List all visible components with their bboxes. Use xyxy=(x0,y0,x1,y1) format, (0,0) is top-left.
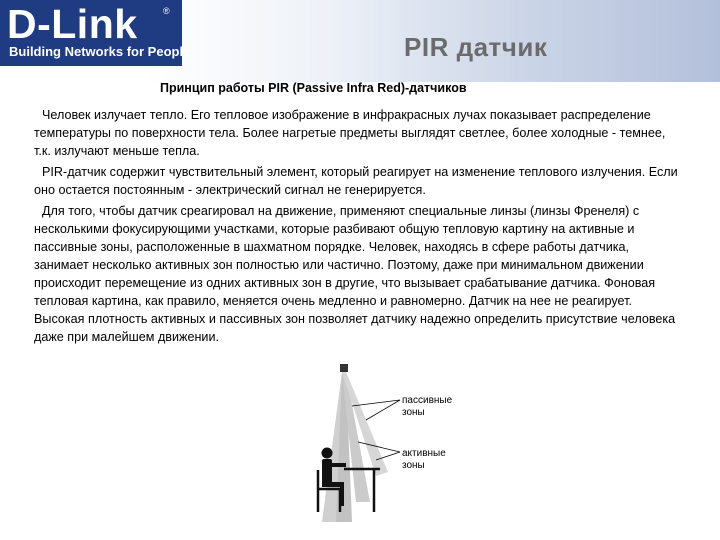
paragraph-2: PIR-датчик содержит чувствительный элемент, который реагирует на изменение теплового излучения. Если оно остается постоянным - электрический сигнал не генерируется. xyxy=(34,165,678,197)
logo-name: D-Link xyxy=(7,1,138,47)
pir-zones-figure xyxy=(300,362,470,532)
section-subtitle: Принцип работы PIR (Passive Infra Red)-датчиков xyxy=(160,81,467,95)
dlink-logo xyxy=(0,0,191,66)
pir-sensor-icon xyxy=(340,364,348,372)
passive-zones-label-1: пассивные xyxy=(402,395,453,406)
paragraph-3: Для того, чтобы датчик среагировал на движение, применяют специальные линзы (линзы Френеля) с несколькими фокусирующими участками, которые разбивают общую тепловую картину на активные и пассивные зоны, расположенные в шахматном порядке. Человек, находясь в сфере работы датчика, занимает несколько активных зон полностью или частично. Поэтому, даже при минимальном движении происходит перемещение из одних активных зон в другие, что вызывает срабатывание датчика. Фоновая тепловая картина, как правило, меняется очень медленно и равномерно. Датчик на нее не реагирует. Высокая плотность активных и пассивных зон позволяет датчику надежно определить присутствие человека даже при малейшем движении. xyxy=(34,204,676,344)
page-title: PIR датчик xyxy=(404,32,548,62)
paragraph-1: Человек излучает тепло. Его тепловое изображение в инфракрасных лучах показывает распределение температуры по поверхности тела. Более нагретые предметы выглядят светлее, более холодные - темнее, т.к. излучают меньше тепла. xyxy=(34,108,666,158)
active-zones-label-2: зоны xyxy=(402,460,425,471)
logo-registered-mark: ® xyxy=(163,6,170,16)
active-zones-label-1: активные xyxy=(402,448,446,459)
pir-zones-illustration xyxy=(300,362,470,532)
passive-zones-label-2: зоны xyxy=(402,407,425,418)
logo-tagline: Building Networks for People xyxy=(9,44,191,59)
body-text xyxy=(34,106,684,349)
